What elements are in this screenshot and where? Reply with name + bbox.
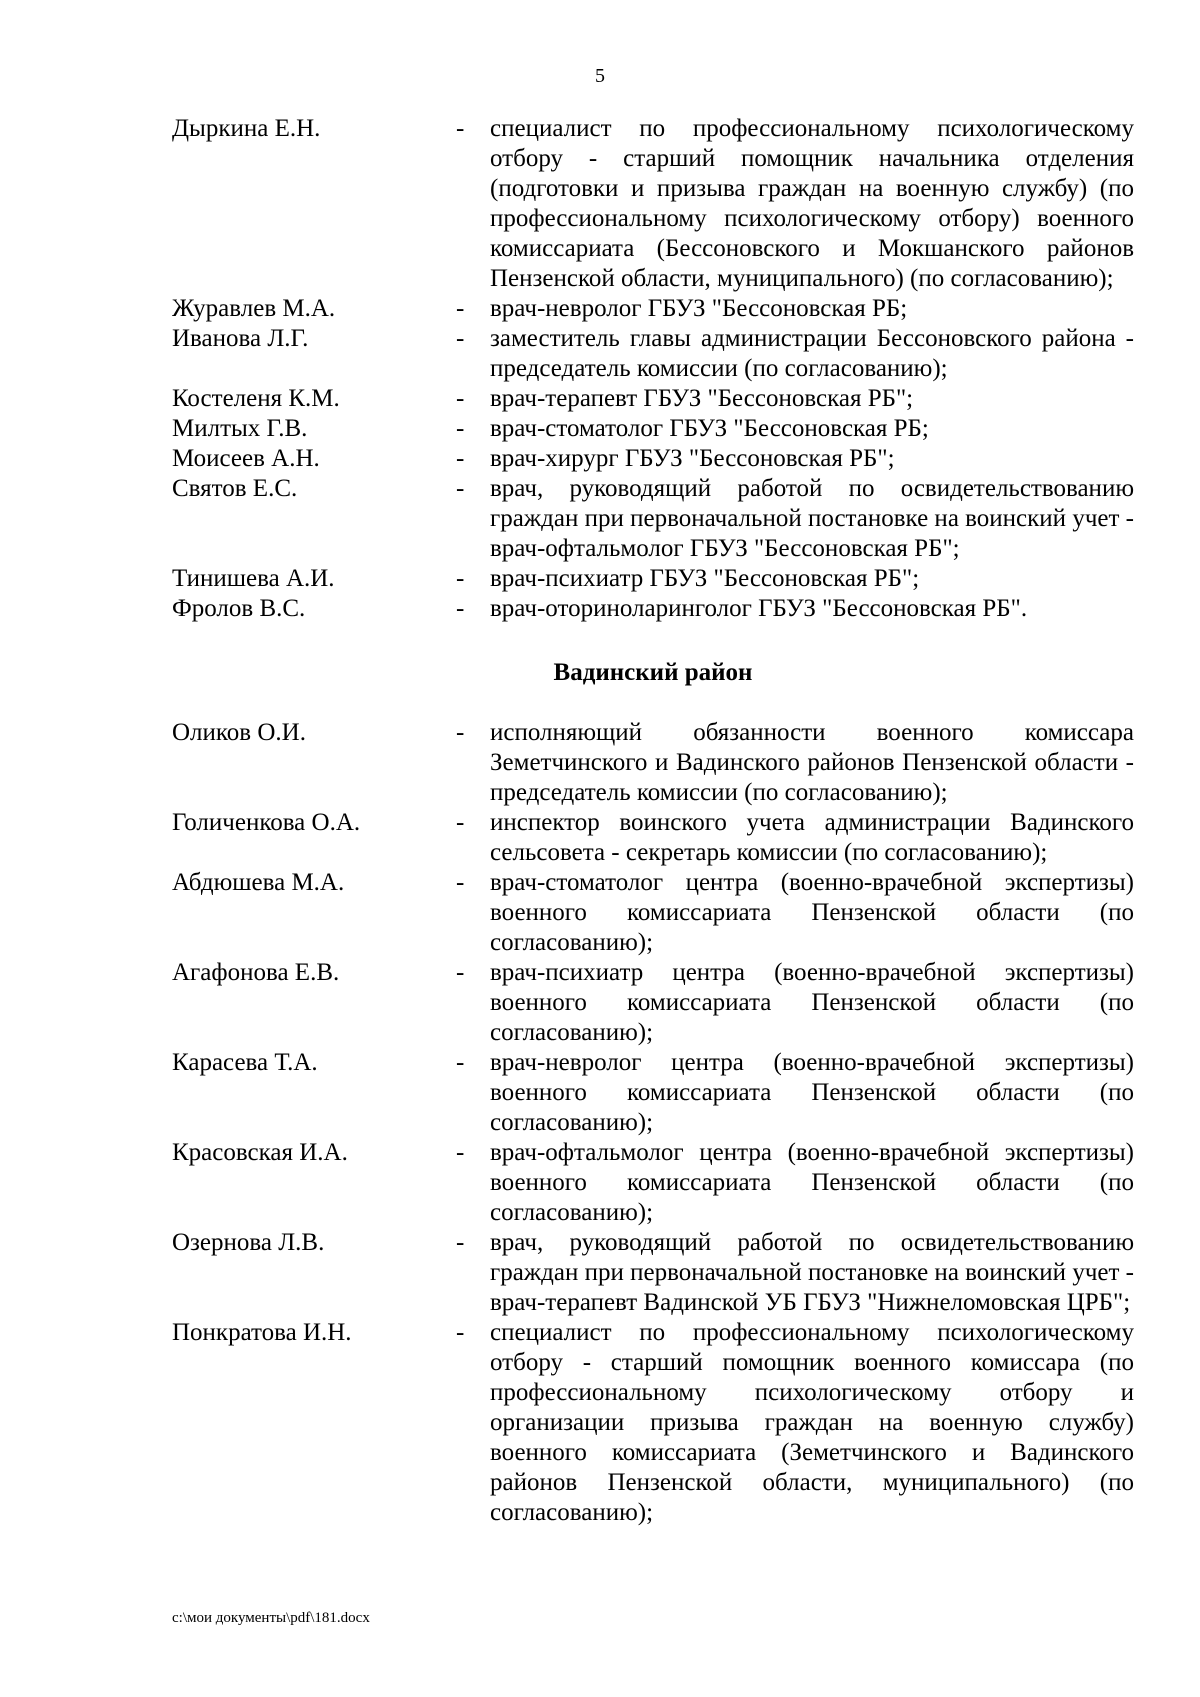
dash-separator: -	[456, 959, 465, 986]
member-role: врач-офтальмолог центра (военно-врачебной экспертизы) военного комиссариата Пензенской области (по согласованию);	[490, 1139, 1134, 1226]
list-item	[172, 294, 1134, 324]
member-name: Агафонова Е.В.	[172, 959, 340, 986]
member-role: врач-психиатр ГБУЗ "Бессоновская РБ";	[490, 565, 920, 592]
member-name: Оликов О.И.	[172, 719, 306, 746]
member-role: врач-стоматолог ГБУЗ "Бессоновская РБ;	[490, 415, 929, 442]
member-name: Святов Е.С.	[172, 475, 298, 502]
member-role: специалист по профессиональному психологическому отбору - старший помощник начальника отделения (подготовки и призыва граждан на военную службу) (по профессиональному психологическому отбору) военного комиссариата (Бессоновского и Мокшанского районов Пензенской области, муниципального) (по согласованию);	[490, 115, 1134, 292]
member-role: врач-терапевт ГБУЗ "Бессоновская РБ";	[490, 385, 914, 412]
member-name: Моисеев А.Н.	[172, 445, 320, 472]
dash-separator: -	[456, 115, 465, 142]
member-role: заместитель главы администрации Бессоновского района - председатель комиссии (по согласованию);	[490, 325, 1134, 382]
member-role: врач-хирург ГБУЗ "Бессоновская РБ";	[490, 445, 895, 472]
member-name: Милтых Г.В.	[172, 415, 308, 442]
list-item	[172, 564, 1134, 594]
dash-separator: -	[456, 475, 465, 502]
dash-separator: -	[456, 295, 465, 322]
member-role: инспектор воинского учета администрации Вадинского сельсовета - секретарь комиссии (по согласованию);	[490, 809, 1134, 866]
dash-separator: -	[456, 1229, 465, 1256]
member-role: врач-невролог центра (военно-врачебной экспертизы) военного комиссариата Пензенской области (по согласованию);	[490, 1049, 1134, 1136]
member-role: врач-невролог ГБУЗ "Бессоновская РБ;	[490, 295, 908, 322]
dash-separator: -	[456, 869, 465, 896]
list-item	[172, 384, 1134, 414]
member-name: Красовская И.А.	[172, 1139, 348, 1166]
dash-separator: -	[456, 719, 465, 746]
section-vadinsky	[172, 718, 1134, 1528]
member-role: врач-стоматолог центра (военно-врачебной экспертизы) военного комиссариата Пензенской области (по согласованию);	[490, 869, 1134, 956]
member-role: врач-оториноларинголог ГБУЗ "Бессоновская РБ".	[490, 595, 1028, 622]
member-role: исполняющий обязанности военного комиссара Земетчинского и Вадинского районов Пензенской области - председатель комиссии (по согласованию);	[490, 719, 1134, 806]
list-item	[172, 808, 1134, 868]
dash-separator: -	[456, 445, 465, 472]
dash-separator: -	[456, 415, 465, 442]
list-item	[172, 114, 1134, 294]
member-role: врач, руководящий работой по освидетельствованию граждан при первоначальной постановке на воинский учет - врач-офтальмолог ГБУЗ "Бессоновская РБ";	[490, 475, 1134, 562]
list-item	[172, 958, 1134, 1048]
list-item	[172, 1048, 1134, 1138]
member-name: Голиченкова О.А.	[172, 809, 361, 836]
member-name: Иванова Л.Г.	[172, 325, 309, 352]
member-name: Фролов В.С.	[172, 595, 306, 622]
dash-separator: -	[456, 325, 465, 352]
member-role: врач-психиатр центра (военно-врачебной экспертизы) военного комиссариата Пензенской области (по согласованию);	[490, 959, 1134, 1046]
list-item	[172, 1138, 1134, 1228]
list-item	[172, 444, 1134, 474]
section-bessonovsky	[172, 114, 1134, 624]
dash-separator: -	[456, 595, 465, 622]
member-name: Карасева Т.А.	[172, 1049, 318, 1076]
member-name: Понкратова И.Н.	[172, 1319, 352, 1346]
list-item	[172, 324, 1134, 384]
footer-file-path: c:\мои документы\pdf\181.docx	[172, 1610, 370, 1626]
page-number: 5	[595, 65, 605, 87]
member-name: Дыркина Е.Н.	[172, 115, 321, 142]
dash-separator: -	[456, 1139, 465, 1166]
dash-separator: -	[456, 809, 465, 836]
list-item	[172, 718, 1134, 808]
dash-separator: -	[456, 385, 465, 412]
list-item	[172, 868, 1134, 958]
member-name: Озернова Л.В.	[172, 1229, 325, 1256]
dash-separator: -	[456, 1319, 465, 1346]
list-item	[172, 1318, 1134, 1528]
document-body	[172, 114, 1134, 1528]
member-name: Журавлев М.А.	[172, 295, 336, 322]
list-item	[172, 1228, 1134, 1318]
member-name: Абдюшева М.А.	[172, 869, 345, 896]
member-name: Костеленя К.М.	[172, 385, 340, 412]
list-item	[172, 594, 1134, 624]
member-name: Тинишева А.И.	[172, 565, 335, 592]
dash-separator: -	[456, 1049, 465, 1076]
list-item	[172, 414, 1134, 444]
dash-separator: -	[456, 565, 465, 592]
list-item	[172, 474, 1134, 564]
member-role: специалист по профессиональному психологическому отбору - старший помощник военного комиссара (по профессиональному психологическому отбору и организации призыва граждан на военную службу) военного комиссариата (Земетчинского и Вадинского районов Пензенской области, муниципального) (по согласованию);	[490, 1319, 1134, 1526]
section-heading: Вадинский район	[553, 659, 753, 686]
member-role: врач, руководящий работой по освидетельствованию граждан при первоначальной постановке на воинский учет - врач-терапевт Вадинской УБ ГБУЗ "Нижнеломовская ЦРБ";	[490, 1229, 1134, 1316]
